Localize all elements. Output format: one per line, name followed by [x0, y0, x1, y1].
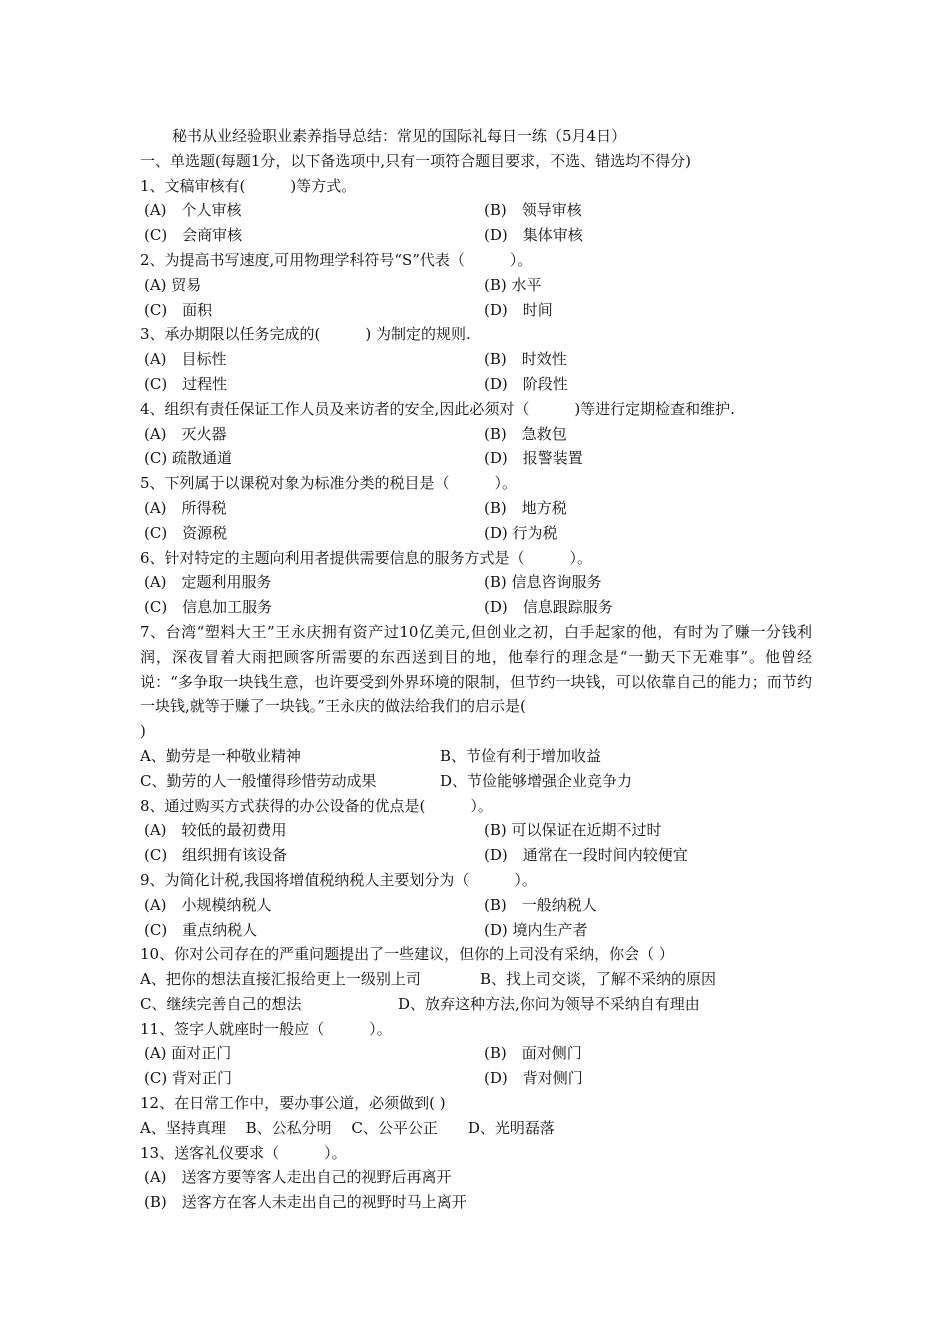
option-c: (C) 信息加工服务: [144, 598, 273, 617]
question-12: 12、在日常工作中，要办事公道，必须做到( ): [140, 1094, 446, 1113]
option-b: (B) 时效性: [484, 350, 567, 369]
options-row: [140, 521, 812, 546]
option-b: (B) 可以保证在近期不过时: [484, 821, 662, 840]
option-b: (B) 领导审核: [484, 201, 582, 220]
question-7: 7、台湾“塑料大王”王永庆拥有资产过10亿美元,但创业之初，白手起家的他，有时为了赚一分钱利润，深夜冒着大雨把顾客所需要的东西送到目的地，他奉行的理念是“一勤天下无难事”。他曾经说：“多争取一块钱生意，也许要受到外界环境的限制，但节约一块钱，可以依靠自己的能力；而节约一块钱,就等于赚了一块钱。”王永庆的做法给我们的启示是(: [140, 622, 812, 716]
options-row: [140, 1066, 812, 1091]
options-row: [140, 744, 812, 769]
question-6: 6、针对特定的主题向利用者提供需要信息的服务方式是（ ）。: [140, 548, 593, 567]
option-a: (A) 个人审核: [144, 201, 242, 220]
option-b: (B) 送客方在客人未走出自己的视野时马上离开: [144, 1193, 467, 1212]
options-row: [140, 496, 812, 521]
options-row: [140, 992, 812, 1017]
option-c: (C) 重点纳税人: [144, 920, 258, 939]
option-d: (D) 信息跟踪服务: [484, 598, 613, 617]
option-b: (B) 一般纳税人: [484, 895, 597, 914]
question-9: 9、为简化计税,我国将增值税纳税人主要划分为（ ）。: [140, 870, 537, 889]
option-a: (A) 目标性: [144, 350, 227, 369]
option-c: (C) 会商审核: [144, 226, 243, 245]
option-a: A、把你的想法直接汇报给更上一级别上司: [140, 970, 421, 989]
option-d: (D) 报警装置: [484, 449, 583, 468]
question-8: 8、通过购买方式获得的办公设备的优点是( ）。: [140, 796, 493, 815]
option-b: (B) 水平: [484, 275, 542, 294]
option-a: (A) 小规模纳税人: [144, 895, 272, 914]
option-c: (C) 组织拥有该设备: [144, 846, 288, 865]
options-row: [140, 818, 812, 843]
options-row: [140, 843, 812, 868]
document-page: [140, 124, 812, 1215]
document-title: 秘书从业经验职业素养指导总结：常见的国际礼每日一练（5月4日）: [172, 127, 627, 145]
option-a: (A) 贸易: [144, 275, 202, 294]
question-11: 11、签字人就座时一般应（ ）。: [140, 1019, 392, 1038]
option-d: (D) 集体审核: [484, 226, 583, 245]
option-d: (D) 行为税: [484, 523, 558, 542]
option-d: (D) 时间: [484, 300, 553, 319]
option-d: D、节俭能够增强企业竞争力: [440, 771, 633, 790]
options-row: [140, 967, 812, 992]
option-b: (B) 信息咨询服务: [484, 573, 602, 592]
options-row: [140, 595, 812, 620]
options-row: [140, 893, 812, 918]
option-b: B、找上司交谈，了解不采纳的原因: [480, 970, 717, 989]
option-c: C、继续完善自己的想法: [140, 994, 302, 1013]
option-c: (C) 面积: [144, 300, 213, 319]
options-row: [140, 446, 812, 471]
option-d: (D) 阶段性: [484, 374, 568, 393]
option-a: (A) 定题利用服务: [144, 573, 272, 592]
option-b: (B) 急救包: [484, 424, 567, 443]
option-a: (A) 所得税: [144, 498, 227, 517]
option-c: (C) 过程性: [144, 374, 228, 393]
options-row: [140, 198, 812, 223]
option-a: (A) 送客方要等客人走出自己的视野后再离开: [144, 1168, 452, 1187]
option-d: (D) 境内生产者: [484, 920, 588, 939]
options-row: [140, 372, 812, 397]
option-a: (A) 灭火器: [144, 424, 227, 443]
question-12-options: A、坚持真理 B、公私分明 C、公平公正 D、光明磊落: [140, 1118, 555, 1137]
option-d: (D) 通常在一段时间内较便宜: [484, 846, 688, 865]
question-4: 4、组织有责任保证工作人员及来访者的安全,因此必须对（ )等进行定期检查和维护.: [140, 399, 735, 418]
question-7-close: ): [140, 722, 146, 741]
question-2: 2、为提高书写速度,可用物理学科符号“S”代表（ ）。: [140, 250, 533, 269]
options-row: [140, 223, 812, 248]
question-3: 3、承办期限以任务完成的( ) 为制定的规则.: [140, 325, 471, 344]
option-b: (B) 地方税: [484, 498, 567, 517]
option-a: (A) 面对正门: [144, 1044, 232, 1063]
section-heading: 一、单选题(每题1分，以下备选项中,只有一项符合题目要求，不选、错选均不得分): [140, 151, 692, 170]
options-row: [140, 298, 812, 323]
option-b: B、节俭有利于增加收益: [440, 746, 602, 765]
options-row: [140, 769, 812, 794]
options-row: [140, 347, 812, 372]
option-d: (D) 背对侧门: [484, 1069, 583, 1088]
option-c: (C) 疏散通道: [144, 449, 232, 468]
option-c: (C) 资源税: [144, 523, 228, 542]
options-row: [140, 273, 812, 298]
question-5: 5、下列属于以课税对象为标准分类的税目是（ ）。: [140, 474, 518, 493]
options-row: [140, 422, 812, 447]
options-row: [140, 570, 812, 595]
question-10: 10、你对公司存在的严重问题提出了一些建议，但你的上司没有采纳，你会（ ）: [140, 945, 674, 964]
options-row: [140, 918, 812, 943]
options-row: [140, 1041, 812, 1066]
option-c: (C) 背对正门: [144, 1069, 232, 1088]
option-c: C、勤劳的人一般懂得珍惜劳动成果: [140, 771, 377, 790]
option-d: D、放弃这种方法,你问为领导不采纳自有理由: [398, 994, 700, 1013]
question-13: 13、送客礼仪要求（ ）。: [140, 1143, 347, 1162]
option-a: (A) 较低的最初费用: [144, 821, 287, 840]
option-b: (B) 面对侧门: [484, 1044, 582, 1063]
option-a: A、勤劳是一种敬业精神: [140, 746, 301, 765]
question-1: 1、文稿审核有( )等方式。: [140, 176, 357, 195]
